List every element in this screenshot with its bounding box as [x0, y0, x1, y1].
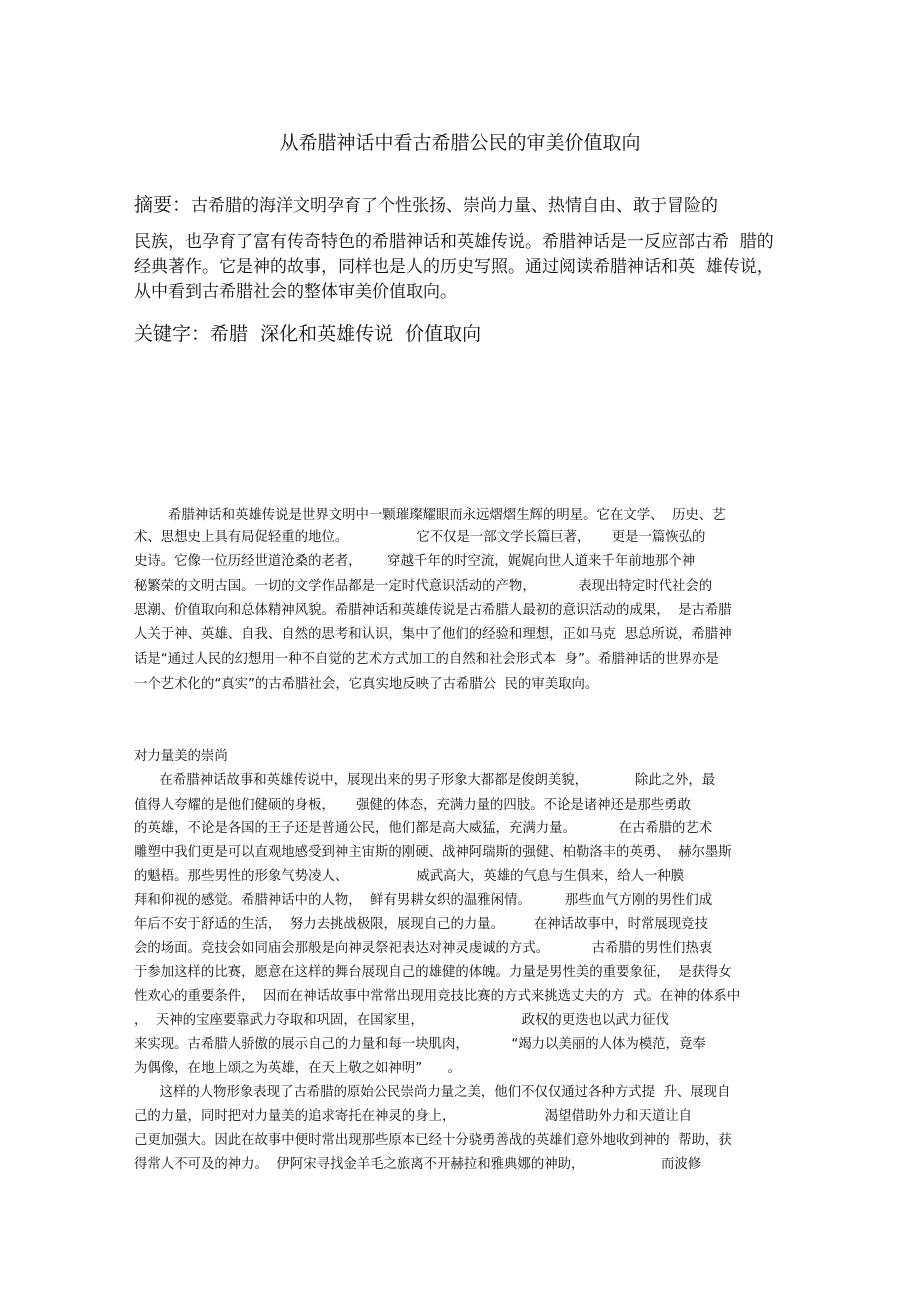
intro-line: 一个艺术化的“真实”的古希腊社会，它真实地反映了古希腊公 民的审美取向。 — [134, 677, 599, 692]
keywords-text: 希腊 深化和英雄传说 价值取向 — [210, 323, 482, 345]
paragraph-line: 己的力量，同时把对力量美的追求寄托在神灵的身上， 渴望借助外力和天道让自 — [134, 1109, 693, 1124]
paragraph-line: 的英雄，不论是各国的王子还是普通公民，他们都是高大威猛，充满力量。 在古希腊的艺术 — [134, 821, 713, 836]
page-title: 从希腊神话中看古希腊公民的审美价值取向 — [279, 132, 641, 154]
paragraph-line: 己更加强大。因此在故事中便时常出现那些原本已经十分骁勇善战的英雄们意外地收到神的 帮助，获 — [134, 1133, 732, 1148]
abstract-line: 民族，也孕育了富有传奇特色的希腊神话和英雄传说。希腊神话是一反应部古希 腊的 — [134, 232, 774, 252]
abstract-first-line — [134, 191, 718, 219]
paragraph-line: 雕塑中我们更是可以直观地感受到神主宙斯的刚硬、战神阿瑞斯的强健、柏勒洛丰的英勇、 赫尔墨斯 — [134, 845, 732, 860]
abstract-label: 摘要： — [134, 194, 192, 216]
paragraph-line: 得常人不可及的神力。 伊阿宋寻找金羊毛之旅离不开赫拉和雅典娜的神助， 而波修 — [134, 1157, 702, 1172]
abstract-text: 古希腊的海洋文明孕育了个性张扬、崇尚力量、热情自由、敢于冒险的 — [191, 196, 719, 216]
paragraph-line: 在希腊神话故事和英雄传说中，展现出来的男子形象大都都是俊朗美貌， 除此之外，最 — [134, 773, 716, 788]
intro-line: 秘繁荣的文明古国。一切的文学作品都是一定时代意识活动的产物， 表现出特定时代社会的 — [134, 579, 713, 594]
paragraph-line: 为偶像，在地上颂之为英雄，在天上敬之如神明” 。 — [134, 1061, 462, 1076]
paragraph-line: ， 天神的宝座要靠武力夺取和巩固，在国家里， 政权的更迭也以武力征伐 — [134, 1013, 669, 1028]
section-heading: 对力量美的崇尚 — [134, 749, 228, 764]
intro-line: 话是“通过人民的幻想用一种不自觉的艺术方式加工的自然和社会形式本 身”。希腊神话的世界亦是 — [134, 652, 719, 667]
intro-line: 史诗。它像一位历经世道沧桑的老者， 穿越千年的时空流，娓娓向世人道来千年前地那个神 — [134, 554, 696, 569]
intro-line: 术、思想史上具有局促轻重的地位。 它不仅是一部文学长篇巨著， 更是一篇恢弘的 — [134, 530, 706, 545]
paragraph-line: 年后不安于舒适的生活， 努力去挑战极限，展现自己的力量。 在神话故事中，时常展现竞技 — [134, 917, 708, 932]
paragraph-line: 来实现。古希腊人骄傲的展示自己的力量和每一块肌肉， “竭力以美丽的人体为模范，竟奉 — [134, 1037, 706, 1052]
paragraph-line: 会的场面。竞技会如同庙会那般是向神灵祭祀表达对神灵虔诚的方式。 古希腊的男性们热衷 — [134, 941, 713, 956]
paragraph-line: 于参加这样的比赛，愿意在这样的舞台展现自己的雄健的体魄。力量是男性美的重要象征， 是获得女 — [134, 965, 732, 980]
keywords-label: 关键字： — [134, 323, 211, 345]
paragraph-line: 性欢心的重要条件， 因而在神话故事中常常出现用竞技比赛的方式来挑选丈夫的方 式。在神的体系中 — [134, 989, 741, 1004]
paragraph-line: 值得人夸耀的是他们健硕的身板， 强健的体态，充满力量的四肢。不论是诸神还是那些勇敢 — [134, 798, 691, 813]
paragraph-line: 拜和仰视的感觉。希腊神话中的人物， 鲜有男耕女织的温雅闲情。 那些血气方刚的男性们成 — [134, 893, 713, 908]
intro-line: 希腊神话和英雄传说是世界文明中一颗璀璨耀眼而永远熠熠生辉的明星。它在文学、 历史、艺 — [134, 508, 726, 523]
keywords-line — [134, 320, 481, 348]
abstract-line: 经典著作。它是神的故事，同样也是人的历史写照。通过阅读希腊神话和英 雄传说， — [134, 257, 774, 277]
paragraph-line: 的魁梧。那些男性的形象气势凌人、 威武高大，英雄的气息与生俱来，给人一种膜 — [134, 869, 685, 884]
paragraph-line: 这样的人物形象表现了古希腊的原始公民崇尚力量之美，他们不仅仅通过各种方式提 升、展现自 — [134, 1085, 731, 1100]
abstract-line: 从中看到古希腊社会的整体审美价值取向。 — [134, 282, 457, 302]
intro-line: 人关于神、英雄、自我、自然的思考和认识，集中了他们的经验和理想，正如马克 思总所说，希腊神 — [134, 627, 732, 642]
intro-line: 思潮、价值取向和总体精神风貌。希腊神话和英雄传说是古希腊人最初的意识活动的成果， 是古希腊 — [134, 603, 732, 618]
